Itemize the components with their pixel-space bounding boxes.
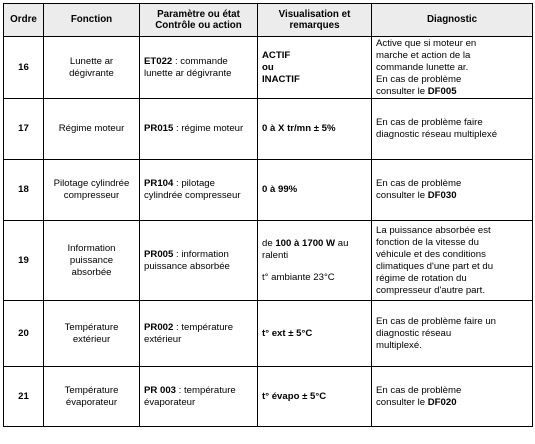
cell-diagnostic: En cas de problème faire diagnostic réseau multiplexé: [372, 99, 533, 160]
cell-fonction: Pilotage cylindrée compresseur: [44, 160, 140, 221]
header-visualisation: Visualisation et remarques: [258, 4, 372, 37]
table-row: [4, 221, 533, 301]
param-code: PR104: [144, 178, 174, 189]
table-row: [4, 301, 533, 367]
table-row: [4, 160, 533, 221]
cell-visualisation: ACTIF ou INACTIF: [258, 37, 372, 99]
header-ordre: Ordre: [4, 4, 44, 37]
cell-parametre: ET022 : commande lunette ar dégivrante: [140, 37, 258, 99]
cell-ordre: 19: [4, 221, 44, 301]
cell-diagnostic: En cas de problème consulter le DF030: [372, 160, 533, 221]
cell-visualisation: 0 à 99%: [258, 160, 372, 221]
param-code: PR015: [144, 123, 174, 134]
table-row: [4, 37, 533, 99]
table-row: [4, 367, 533, 427]
cell-fonction: Information puissance absorbée: [44, 221, 140, 301]
cell-visualisation: t° évapo ± 5°C: [258, 367, 372, 427]
cell-parametre: PR002 : température extérieur: [140, 301, 258, 367]
header-fonction: Fonction: [44, 4, 140, 37]
cell-parametre: PR104 : pilotage cylindrée compresseur: [140, 160, 258, 221]
fault-code: DF005: [427, 85, 457, 97]
cell-ordre: 16: [4, 37, 44, 99]
cell-parametre: PR 003 : température évaporateur: [140, 367, 258, 427]
cell-fonction: Température évaporateur: [44, 367, 140, 427]
cell-diagnostic: Active que si moteur en marche et action de la commande lunette ar. En cas de problème consulter le DF005: [372, 37, 533, 99]
fault-code: DF030: [427, 190, 457, 201]
cell-visualisation: 0 à X tr/mn ± 5%: [258, 99, 372, 160]
fault-code: DF020: [427, 396, 457, 408]
param-code: PR 003: [144, 384, 176, 396]
cell-visualisation: de 100 à 1700 W au ralenti t° ambiante 23°C: [258, 221, 372, 301]
header-parametre: Paramètre ou état Contrôle ou action: [140, 4, 258, 37]
cell-ordre: 20: [4, 301, 44, 367]
table-row: [4, 99, 533, 160]
diagnostic-table: [3, 3, 533, 427]
cell-diagnostic: En cas de problème faire un diagnostic réseau multiplexé.: [372, 301, 533, 367]
cell-ordre: 17: [4, 99, 44, 160]
cell-diagnostic: La puissance absorbée est fonction de la vitesse du véhicule et des conditions climatiques d'une part et du régime de rotation du compresseur d'autre part.: [372, 221, 533, 301]
param-code: PR002: [144, 321, 174, 333]
cell-fonction: Lunette ar dégivrante: [44, 37, 140, 99]
cell-diagnostic: En cas de problème consulter le DF020: [372, 367, 533, 427]
header-diagnostic: Diagnostic: [372, 4, 533, 37]
cell-ordre: 21: [4, 367, 44, 427]
cell-parametre: PR015 : régime moteur: [140, 99, 258, 160]
cell-parametre: PR005 : information puissance absorbée: [140, 221, 258, 301]
param-code: PR005: [144, 248, 174, 260]
cell-ordre: 18: [4, 160, 44, 221]
table-header-row: [4, 4, 533, 37]
cell-fonction: Régime moteur: [44, 99, 140, 160]
param-code: ET022: [144, 55, 173, 67]
cell-fonction: Température extérieur: [44, 301, 140, 367]
cell-visualisation: t° ext ± 5°C: [258, 301, 372, 367]
